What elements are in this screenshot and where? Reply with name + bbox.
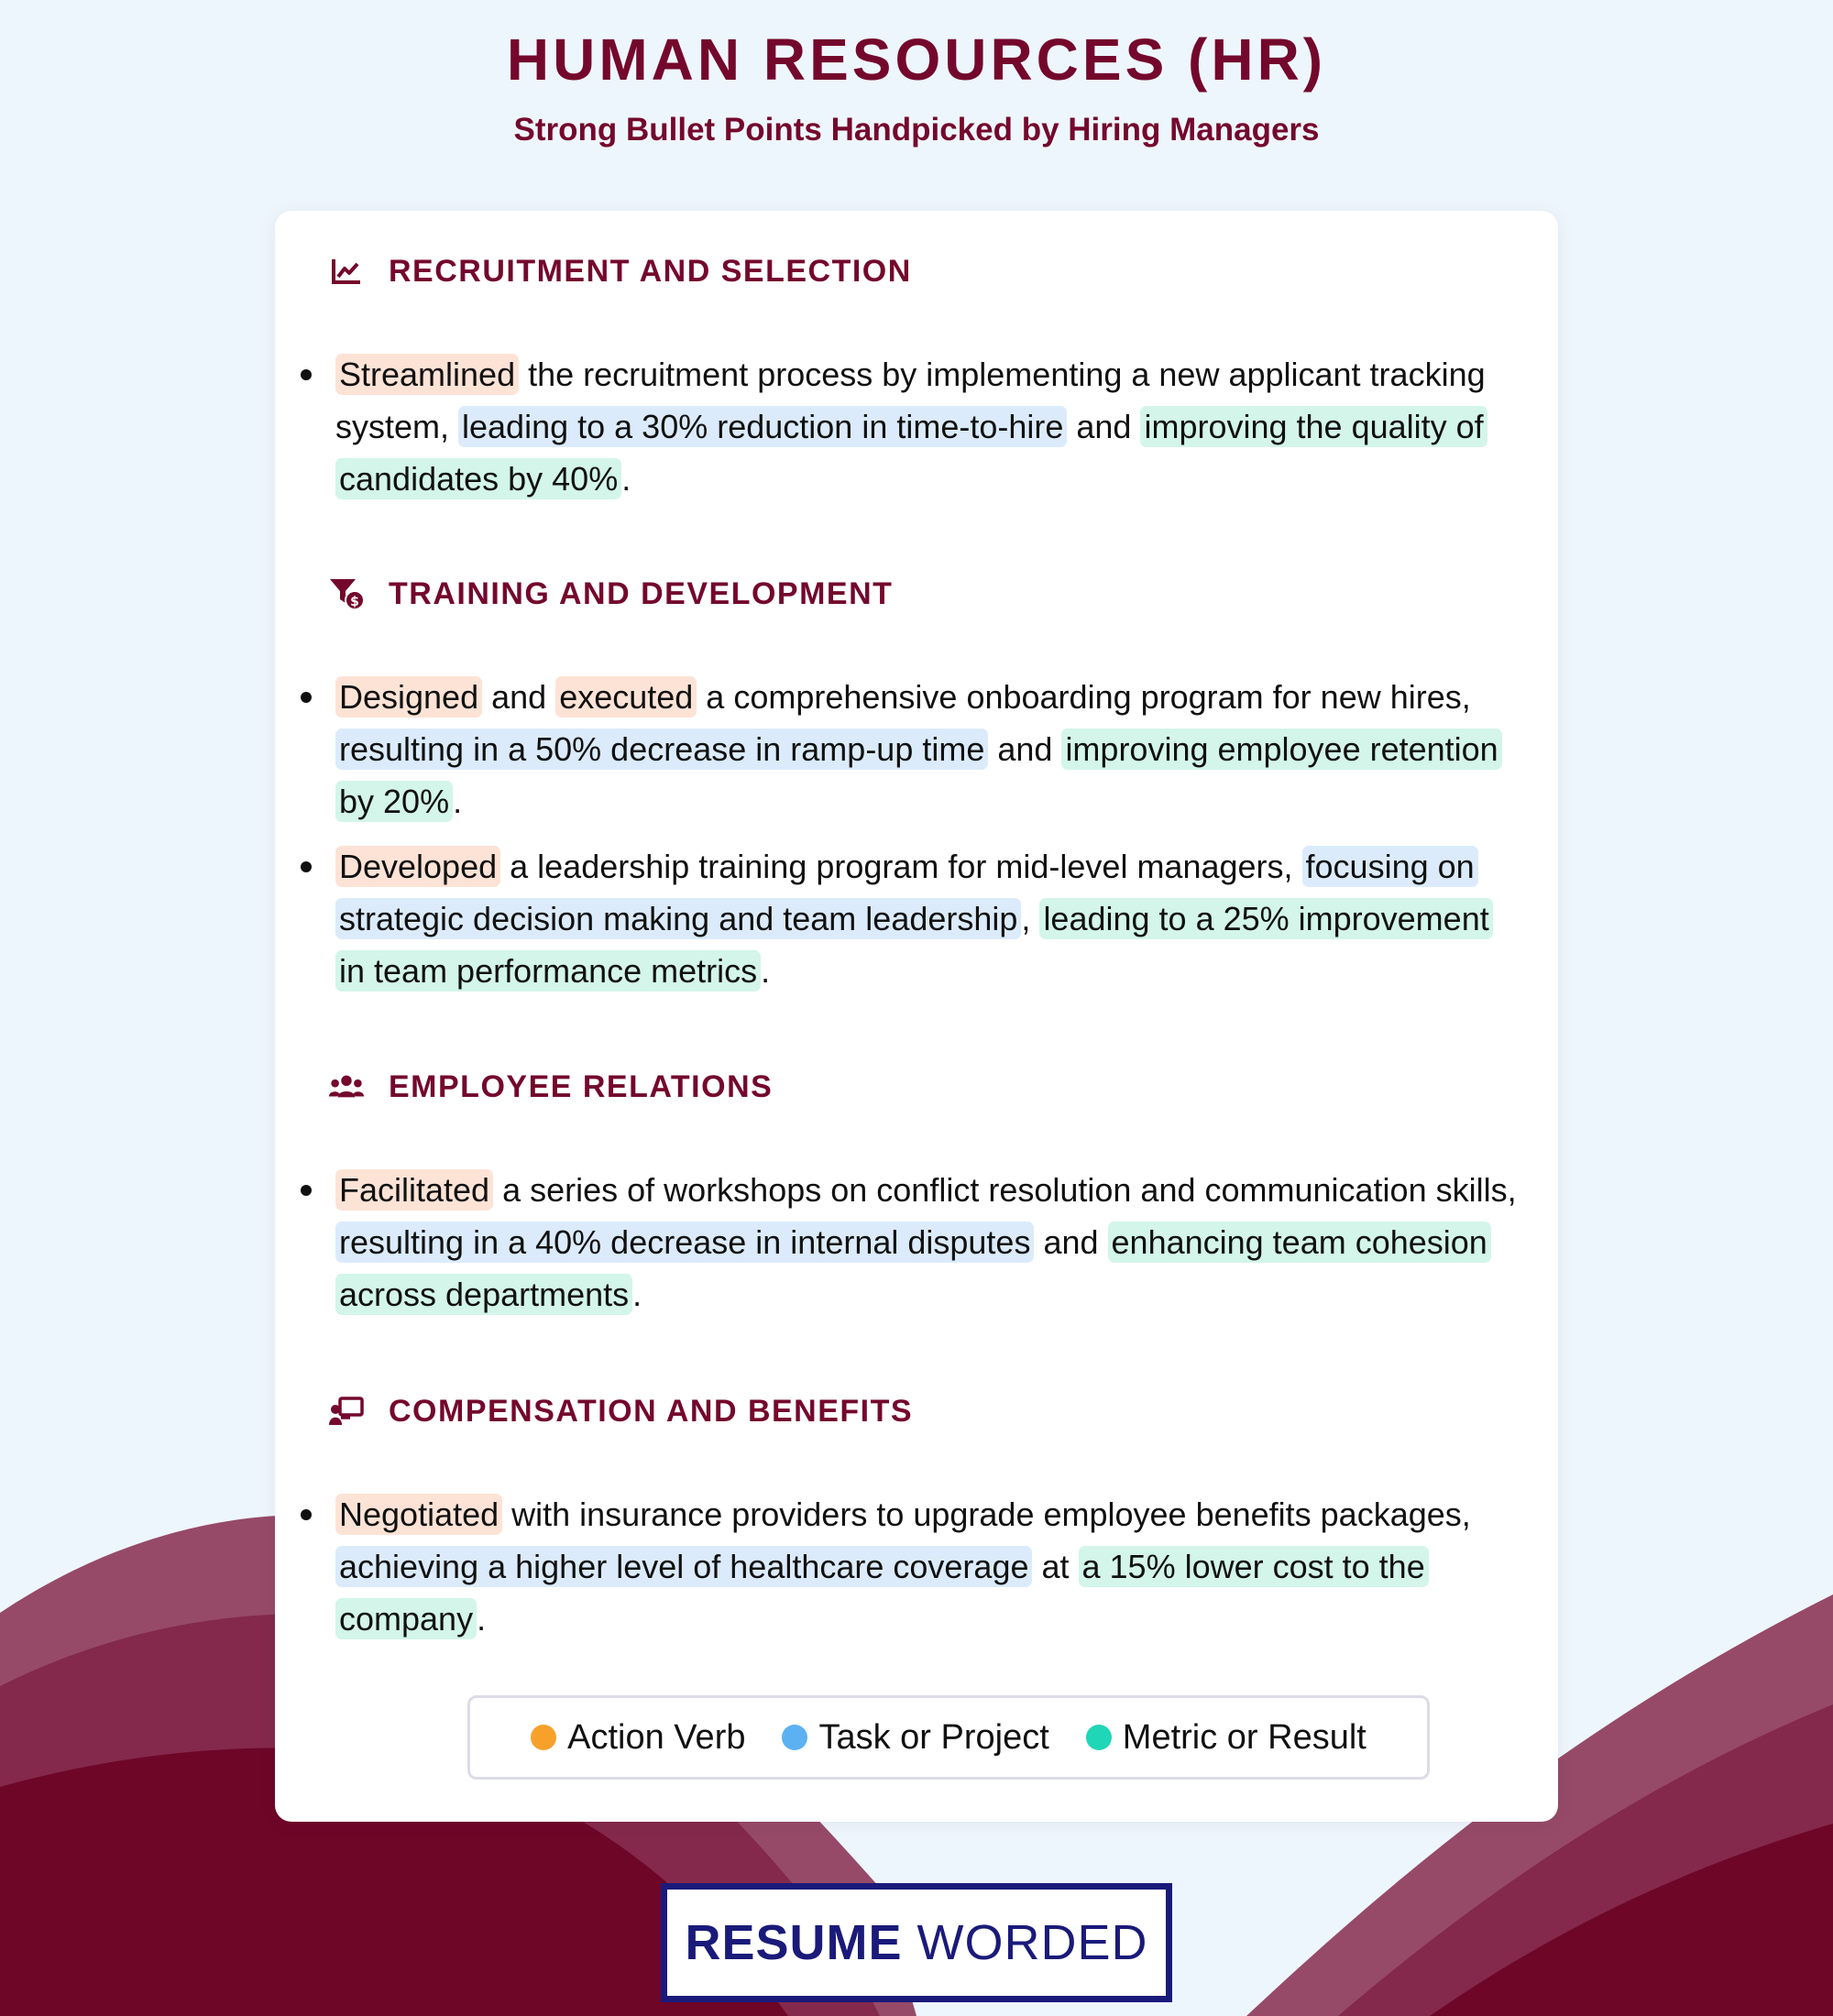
users-icon xyxy=(328,1068,365,1105)
bullet-point xyxy=(328,1164,1520,1320)
bullet-list xyxy=(328,1488,1520,1645)
legend-item-metric xyxy=(1086,1718,1367,1758)
section-header xyxy=(328,1067,1520,1107)
page-title: HUMAN RESOURCES (HR) xyxy=(506,27,1327,93)
metric-dot-icon xyxy=(1086,1725,1112,1750)
highlight-action: Negotiated xyxy=(335,1494,502,1535)
highlight-action: executed xyxy=(555,676,697,718)
highlight-action: Facilitated xyxy=(335,1169,493,1211)
bullet-list xyxy=(328,671,1520,997)
highlight-metric: a 15% lower cost to the company xyxy=(335,1546,1429,1639)
legend-item-action xyxy=(531,1718,745,1758)
bullet-text: and xyxy=(1067,408,1141,445)
bullet-list xyxy=(328,1164,1520,1320)
highlight-metric: enhancing team cohesion across departments xyxy=(335,1222,1491,1315)
section-training xyxy=(328,574,1520,1010)
legend-label: Task or Project xyxy=(818,1717,1049,1757)
section-header xyxy=(328,574,1520,614)
highlight-legend xyxy=(467,1695,1430,1780)
bullet-text: at xyxy=(1032,1548,1079,1585)
section-employee-relations xyxy=(328,1067,1520,1333)
logo-word-resume: RESUME xyxy=(685,1915,903,1970)
section-header xyxy=(328,251,1520,291)
logo-word-worded: WORDED xyxy=(916,1915,1148,1970)
bullet-points-card xyxy=(275,211,1558,1822)
bullet-text: , xyxy=(1021,900,1040,937)
bullet-text: . xyxy=(453,783,463,820)
section-title: RECRUITMENT AND SELECTION xyxy=(389,253,912,289)
bullet-text: and xyxy=(988,730,1062,768)
bullet-point xyxy=(328,348,1520,505)
legend-label: Action Verb xyxy=(567,1717,746,1757)
highlight-metric: leading to a 25% improvement in team performance metrics xyxy=(335,898,1493,992)
svg-text:$: $ xyxy=(350,595,359,609)
bullet-text: a series of workshops on conflict resolution and communication skills, xyxy=(493,1171,1517,1209)
bullet-text: and xyxy=(482,678,556,716)
highlight-metric: improving the quality of candidates by 40% xyxy=(335,406,1487,499)
section-title: EMPLOYEE RELATIONS xyxy=(389,1068,774,1104)
highlight-task: leading to a 30% reduction in time-to-hire xyxy=(458,406,1067,447)
bullet-text: a comprehensive onboarding program for new hires, xyxy=(697,678,1471,716)
line-chart-icon xyxy=(328,253,365,290)
bullet-text: with insurance providers to upgrade employee benefits packages, xyxy=(502,1496,1471,1533)
highlight-task: focusing on strategic decision making and team leadership xyxy=(335,846,1478,939)
bullet-point xyxy=(328,1488,1520,1645)
section-compensation xyxy=(328,1391,1520,1658)
action-dot-icon xyxy=(531,1725,556,1750)
highlight-task: resulting in a 50% decrease in ramp-up time xyxy=(335,729,988,770)
bullet-text: . xyxy=(477,1600,487,1638)
legend-item-task xyxy=(782,1718,1048,1758)
task-dot-icon xyxy=(782,1725,807,1750)
legend-label: Metric or Result xyxy=(1122,1717,1367,1757)
page-subtitle: Strong Bullet Points Handpicked by Hiring Managers xyxy=(513,112,1320,148)
highlight-task: resulting in a 40% decrease in internal disputes xyxy=(335,1222,1034,1263)
presenter-board-icon xyxy=(328,1393,365,1430)
bullet-point xyxy=(328,840,1520,997)
section-header xyxy=(328,1391,1520,1431)
highlight-task: achieving a higher level of healthcare coverage xyxy=(335,1546,1032,1587)
highlight-action: Streamlined xyxy=(335,354,519,395)
bullet-text: and xyxy=(1034,1223,1108,1261)
highlight-action: Designed xyxy=(335,676,482,718)
section-recruitment xyxy=(328,251,1520,518)
bullet-text: . xyxy=(621,460,631,498)
bullet-text: . xyxy=(761,952,771,990)
section-title: TRAINING AND DEVELOPMENT xyxy=(389,575,894,611)
section-title: COMPENSATION AND BENEFITS xyxy=(389,1393,914,1429)
bullet-point xyxy=(328,671,1520,827)
bullet-text: the recruitment process by implementing a new applicant tracking system, xyxy=(335,356,1486,445)
funnel-dollar-icon xyxy=(328,575,365,612)
resume-worded-logo[interactable] xyxy=(661,1883,1172,2002)
highlight-metric: improving employee retention by 20% xyxy=(335,729,1502,822)
highlight-action: Developed xyxy=(335,846,500,887)
bullet-text: . xyxy=(632,1276,642,1313)
bullet-list xyxy=(328,348,1520,505)
bullet-text: a leadership training program for mid-level managers, xyxy=(500,848,1302,885)
